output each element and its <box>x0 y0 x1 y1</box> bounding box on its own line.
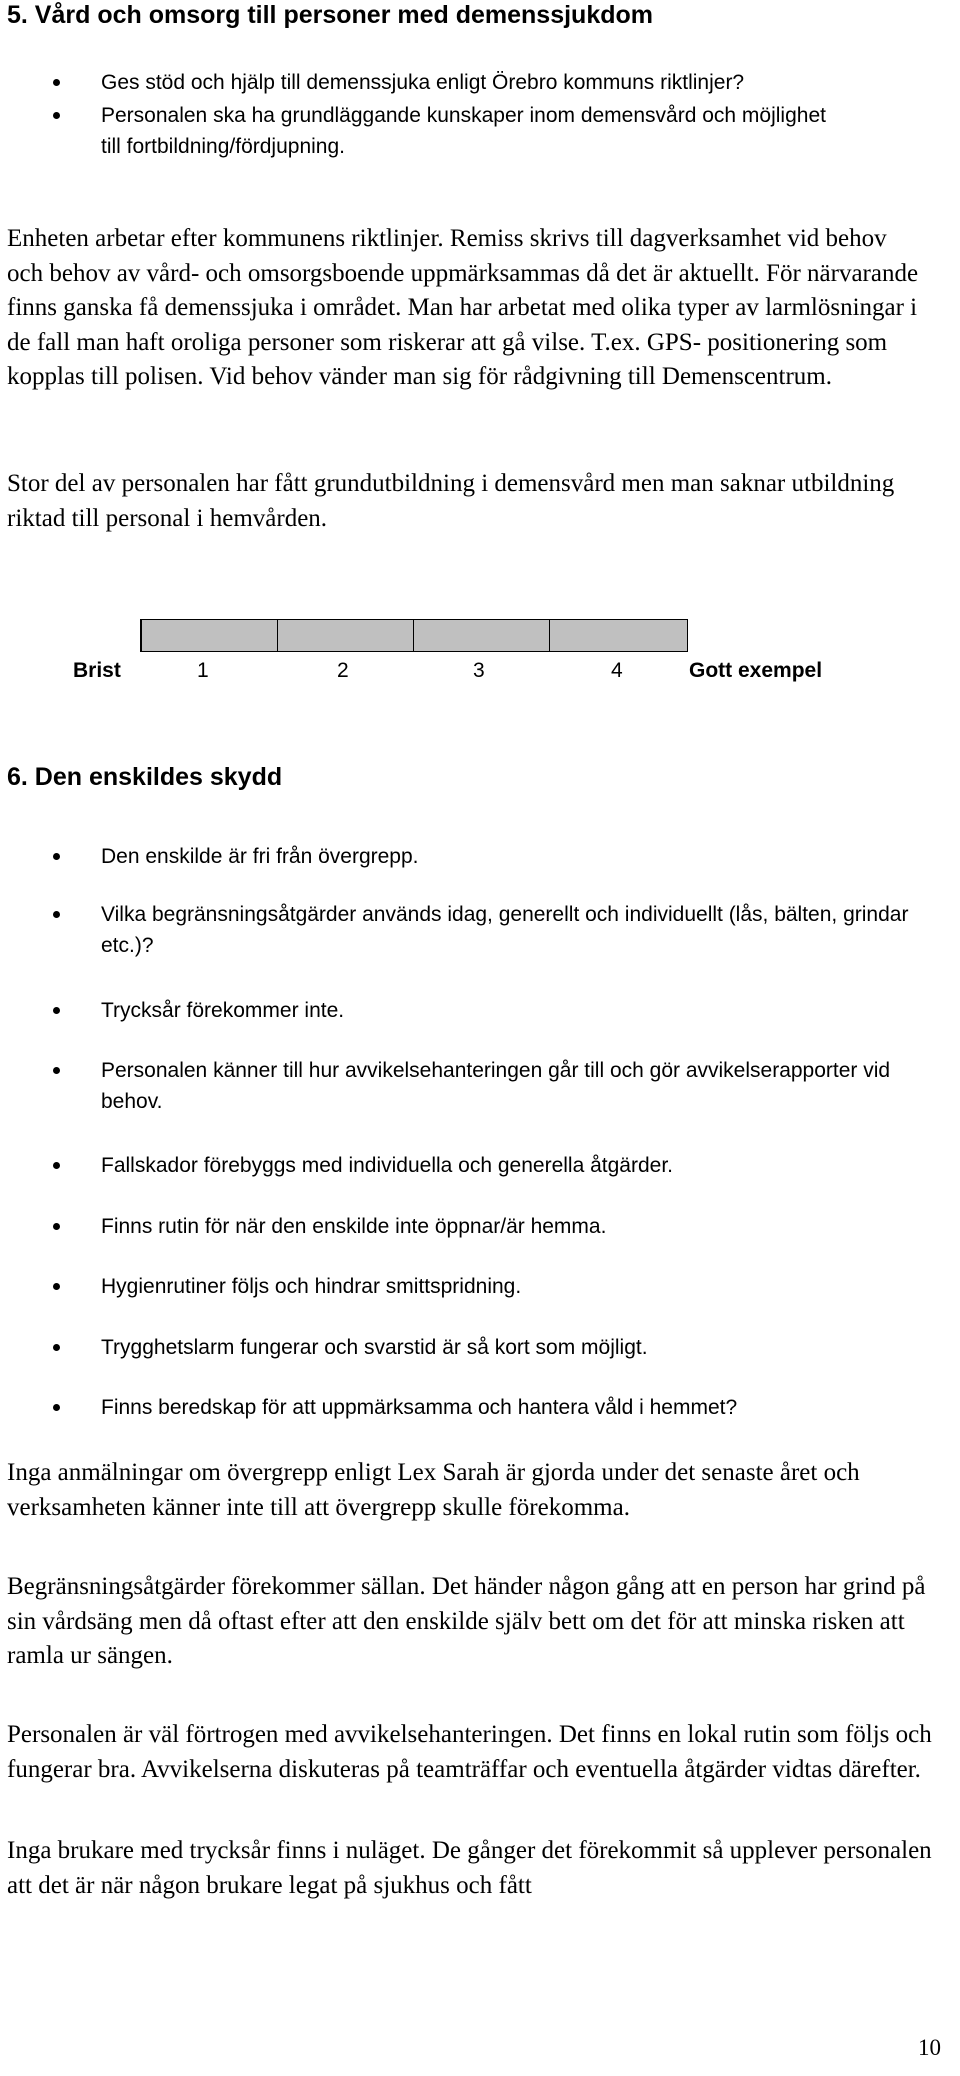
body-paragraph: Begränsningsåtgärder förekommer sällan. Det händer någon gång att en person har grind på sin vårdsäng men då oftast efter att den enskilde själv bett om det för att minska risken att ramla ur sängen. <box>7 1573 926 1669</box>
bullet-dot-icon <box>53 1067 60 1074</box>
bullet-dot-icon <box>53 911 60 918</box>
bullet-item: Fallskador förebyggs med individuella och generella åtgärder. <box>101 1154 674 1177</box>
bullet-item: Vilka begränsningsåtgärder används idag, generellt och individuellt (lås, bälten, grindar etc.)? <box>101 903 909 957</box>
rating-scale-bar <box>140 619 688 652</box>
bullet-item: Ges stöd och hjälp till demenssjuka enligt Örebro kommuns riktlinjer? <box>101 71 745 94</box>
body-paragraph: Enheten arbetar efter kommunens riktlinjer. Remiss skrivs till dagverksamhet vid behov och behov av vård- och omsorgsboende uppmärksammas då det är aktuellt. För närvarande finns ganska få demenssjuka i området. Man har arbetat med olika typer av larmlösningar i de fall man haft oroliga personer som riskerar att gå vilse. T.ex. GPS- positionering som kopplas till polisen. Vid behov vänder man sig för rådgivning till Demenscentrum. <box>7 225 919 390</box>
bullet-item: Trygghetslarm fungerar och svarstid är så kort som möjligt. <box>101 1336 648 1359</box>
bullet-item: Trycksår förekommer inte. <box>101 999 345 1022</box>
body-paragraph: Inga brukare med trycksår finns i nuläget. De gånger det förekommit så upplever personalen att det är när någon brukare legat på sjukhus och fått <box>7 1837 932 1899</box>
bullet-dot-icon <box>53 1223 60 1230</box>
rating-left-label: Brist <box>73 659 121 682</box>
rating-box <box>413 620 550 651</box>
section-5-heading: 5. Vård och omsorg till personer med demenssjukdom <box>7 1 653 29</box>
bullet-dot-icon <box>53 1344 60 1351</box>
bullet-dot-icon <box>53 112 60 119</box>
bullet-dot-icon <box>53 1283 60 1290</box>
bullet-dot-icon <box>53 1007 60 1014</box>
rating-number: 1 <box>197 659 209 682</box>
rating-box <box>277 620 414 651</box>
body-paragraph: Personalen är väl förtrogen med avvikelsehanteringen. Det finns en lokal rutin som följs och fungerar bra. Avvikelserna diskuteras på teamträffar och eventuella åtgärder vidtas därefter. <box>7 1721 932 1783</box>
bullet-dot-icon <box>53 853 60 860</box>
rating-number: 2 <box>337 659 349 682</box>
bullet-dot-icon <box>53 1404 60 1411</box>
body-paragraph: Stor del av personalen har fått grundutbildning i demensvård men man saknar utbildning riktad till personal i hemvården. <box>7 470 895 532</box>
bullet-item: Finns rutin för när den enskilde inte öppnar/är hemma. <box>101 1215 607 1238</box>
bullet-item: Personalen känner till hur avvikelsehanteringen går till och gör avvikelserapporter vid behov. <box>101 1059 891 1113</box>
section-6-heading: 6. Den enskildes skydd <box>7 763 283 791</box>
body-paragraph: Inga anmälningar om övergrepp enligt Lex Sarah är gjorda under det senaste året och verksamheten känner inte till att övergrepp skulle förekomma. <box>7 1459 860 1521</box>
bullet-dot-icon <box>53 79 60 86</box>
rating-box <box>549 620 686 651</box>
bullet-item: Finns beredskap för att uppmärksamma och hantera våld i hemmet? <box>101 1396 738 1419</box>
bullet-item: Hygienrutiner följs och hindrar smittspridning. <box>101 1275 522 1298</box>
rating-number: 4 <box>611 659 623 682</box>
bullet-dot-icon <box>53 1162 60 1169</box>
rating-box <box>141 620 278 651</box>
rating-number: 3 <box>473 659 485 682</box>
rating-right-label: Gott exempel <box>689 659 823 682</box>
page-number: 10 <box>918 2035 941 2060</box>
bullet-item: Personalen ska ha grundläggande kunskaper inom demensvård och möjlighet till fortbildning/fördjupning. <box>101 104 826 158</box>
bullet-item: Den enskilde är fri från övergrepp. <box>101 845 419 868</box>
